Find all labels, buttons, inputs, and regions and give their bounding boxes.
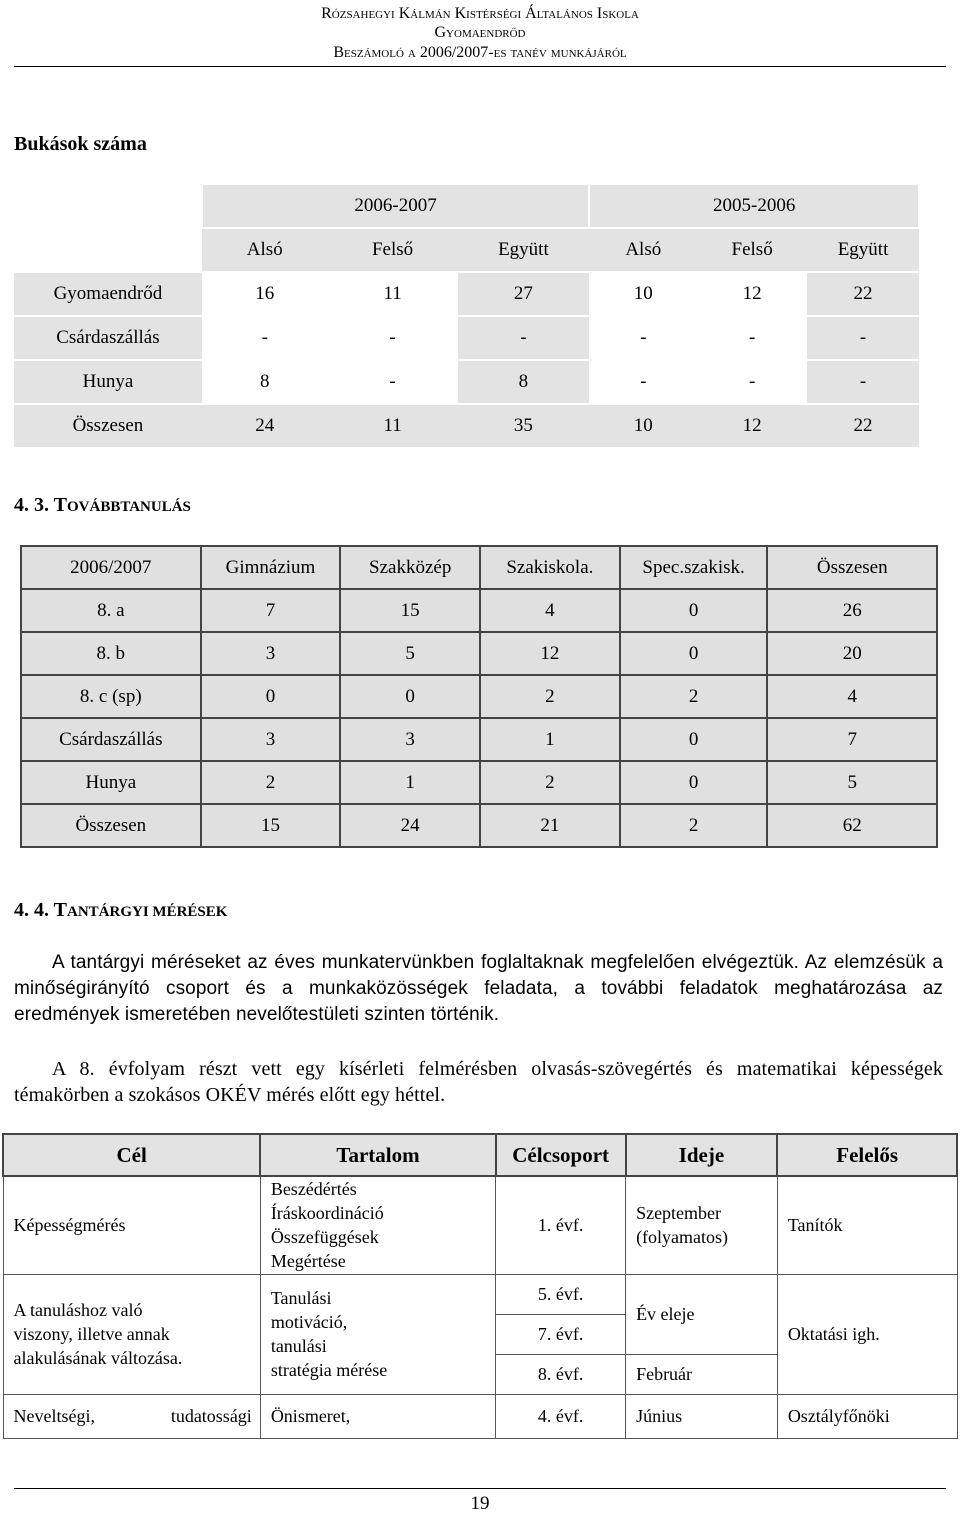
bukasok-cell: - (328, 316, 458, 360)
table-row (21, 761, 937, 804)
tovabbtanulas-cell: 2 (480, 761, 620, 804)
bukasok-subheader: Alsó (202, 228, 328, 272)
meres-cel-line: alakulásának változása. (13, 1348, 183, 1368)
header-report-title: Beszámoló a 2006/2007-es tanév munkájáról (333, 44, 627, 61)
bukasok-subheader-row (14, 228, 919, 272)
meres-tartalom-line: stratégia mérése (270, 1360, 388, 1380)
section-title-rest: ANTÁRGYI MÉRÉSEK (66, 904, 228, 920)
tovabbtanulas-cell: 3 (201, 718, 341, 761)
bukasok-subheader: Együtt (458, 228, 590, 272)
table-row (21, 632, 937, 675)
tovabbtanulas-cell: 62 (767, 804, 937, 847)
bukasok-cell: - (328, 360, 458, 404)
bukasok-cell: 27 (458, 272, 590, 316)
tovabbtanulas-cell: 2 (201, 761, 341, 804)
tovabbtanulas-cell: 15 (201, 804, 341, 847)
meres-tartalom-line: Beszédértés (270, 1179, 357, 1200)
tovabbtanulas-cell: 2 (620, 675, 768, 718)
header-town: Gyomaendrőd (434, 24, 526, 41)
tovabbtanulas-cell: 5 (340, 632, 480, 675)
meres-celcsoport: 1. évf. (496, 1176, 626, 1274)
bukasok-row-label: Összesen (14, 404, 202, 448)
bukasok-subheader: Alsó (589, 228, 697, 272)
tovabbtanulas-cell: 0 (201, 675, 341, 718)
meres-terv-header: Felelős (777, 1134, 957, 1176)
table-row (21, 804, 937, 847)
meres-terv-header: Célcsoport (496, 1134, 626, 1176)
tovabbtanulas-header: Gimnázium (201, 546, 341, 589)
tovabbtanulas-cell: 4 (767, 675, 937, 718)
section-number: 4. 3. (14, 494, 49, 516)
meres-tartalom-line: Összefüggések (270, 1227, 379, 1248)
section-title-initial: T (53, 494, 67, 516)
meres-tartalom-line: Íráskoordináció (270, 1203, 384, 1224)
bukasok-subheader: Együtt (807, 228, 919, 272)
tovabbtanulas-cell: 0 (620, 632, 768, 675)
bukasok-cell: 12 (697, 272, 807, 316)
bukasok-cell: 11 (328, 404, 458, 448)
tovabbtanulas-header: Összesen (767, 546, 937, 589)
bukasok-cell: - (807, 360, 919, 404)
table-row (21, 589, 937, 632)
table-row (14, 272, 919, 316)
tovabbtanulas-header: Szakközép (340, 546, 480, 589)
meres-ideje (626, 1176, 778, 1274)
tovabbtanulas-cell: 26 (767, 589, 937, 632)
meres-terv-header: Cél (3, 1134, 260, 1176)
table-row (14, 360, 919, 404)
meres-cel-line: A tanuláshoz való (13, 1300, 143, 1320)
tovabbtanulas-cell: 15 (340, 589, 480, 632)
tovabbtanulas-table (20, 545, 938, 848)
meres-tartalom (260, 1274, 495, 1394)
meres-tartalom-line: motiváció, (270, 1312, 348, 1332)
meres-ideje-line: Szeptember (636, 1203, 722, 1224)
tovabbtanulas-cell: 1 (340, 761, 480, 804)
tovabbtanulas-cell: 24 (340, 804, 480, 847)
meres-felelos: Oktatási igh. (777, 1274, 957, 1394)
page-number: 19 (470, 1493, 490, 1514)
section-title-rest: OVÁBBTANULÁS (66, 499, 191, 515)
bukasok-cell: 16 (202, 272, 328, 316)
meres-cel (3, 1274, 260, 1394)
bukasok-cell: - (202, 316, 328, 360)
bukasok-cell: - (589, 360, 697, 404)
meresek-heading (14, 899, 227, 922)
meres-tartalom-line: Megértése (270, 1251, 346, 1272)
tovabbtanulas-cell: 5 (767, 761, 937, 804)
tovabbtanulas-cell: 20 (767, 632, 937, 675)
table-row (14, 316, 919, 360)
meresek-paragraph-2: A 8. évfolyam részt vett egy kísérleti felmérésben olvasás-szövegértés és matematikai képességek témakörben a szokásos OKÉV mérés előtt egy héttel. (14, 1058, 943, 1106)
meres-cel (3, 1394, 260, 1438)
tovabbtanulas-cell: 0 (620, 718, 768, 761)
running-header-report (0, 43, 960, 63)
meres-ideje-line: (folyamatos) (636, 1227, 729, 1248)
meres-terv-header: Ideje (626, 1134, 778, 1176)
bukasok-cell: 24 (202, 404, 328, 448)
meres-cel-word: Neveltségi, (13, 1405, 95, 1426)
running-header-school (0, 4, 960, 24)
meres-terv-header: Tartalom (260, 1134, 495, 1176)
bukasok-row-label: Csárdaszállás (14, 316, 202, 360)
tovabbtanulas-cell: 2 (480, 675, 620, 718)
tovabbtanulas-header: 2006/2007 (21, 546, 201, 589)
table-row (21, 675, 937, 718)
bukasok-cell: 35 (458, 404, 590, 448)
tovabbtanulas-cell: 12 (480, 632, 620, 675)
bukasok-corner (14, 184, 202, 228)
bukasok-title: Bukások száma (14, 133, 147, 155)
bukasok-subheader: Felső (328, 228, 458, 272)
meres-felelos: Tanítók (777, 1176, 957, 1274)
tovabbtanulas-header: Szakiskola. (480, 546, 620, 589)
tovabbtanulas-cell: 2 (620, 804, 768, 847)
meres-tartalom: Önismeret, (260, 1394, 495, 1438)
tovabbtanulas-row-label: Összesen (21, 804, 201, 847)
tovabbtanulas-cell: 3 (340, 718, 480, 761)
tovabbtanulas-row-label: Csárdaszállás (21, 718, 201, 761)
meres-ideje: Június (626, 1394, 778, 1438)
tovabbtanulas-cell: 0 (620, 761, 768, 804)
tovabbtanulas-cell: 1 (480, 718, 620, 761)
tovabbtanulas-heading (14, 494, 191, 517)
meres-tartalom (260, 1176, 495, 1274)
bukasok-corner (14, 228, 202, 272)
bukasok-cell: - (697, 316, 807, 360)
bukasok-year: 2006-2007 (202, 184, 590, 228)
header-rule (14, 66, 946, 67)
meres-celcsoport: 4. évf. (496, 1394, 626, 1438)
bukasok-cell: - (807, 316, 919, 360)
section-title-initial: T (53, 899, 67, 921)
bukasok-cell: 8 (458, 360, 590, 404)
bukasok-cell: 10 (589, 272, 697, 316)
meres-terv-header-row (3, 1134, 957, 1176)
meres-cel-line: viszony, illetve annak (13, 1324, 170, 1344)
meres-felelos: Osztályfőnöki (777, 1394, 957, 1438)
bukasok-row-label: Gyomaendrőd (14, 272, 202, 316)
table-row (14, 404, 919, 448)
meres-ideje: Év eleje (626, 1274, 778, 1354)
tovabbtanulas-row-label: 8. a (21, 589, 201, 632)
footer-rule (14, 1488, 946, 1489)
bukasok-cell: 10 (589, 404, 697, 448)
tovabbtanulas-row-label: 8. c (sp) (21, 675, 201, 718)
bukasok-year: 2005-2006 (589, 184, 919, 228)
header-school-name: Rózsahegyi Kálmán Kistérségi Általános Iskola (321, 5, 639, 22)
bukasok-cell: 12 (697, 404, 807, 448)
tovabbtanulas-cell: 7 (767, 718, 937, 761)
tovabbtanulas-cell: 7 (201, 589, 341, 632)
bukasok-cell: - (589, 316, 697, 360)
meres-ideje: Február (626, 1354, 778, 1394)
table-row (3, 1274, 957, 1314)
table-row (3, 1394, 957, 1438)
section-number: 4. 4. (14, 899, 49, 921)
meres-celcsoport: 5. évf. (496, 1274, 626, 1314)
meres-cel: Képességmérés (3, 1176, 260, 1274)
tovabbtanulas-row-label: Hunya (21, 761, 201, 804)
bukasok-cell: 22 (807, 404, 919, 448)
bukasok-subheader: Felső (697, 228, 807, 272)
table-row (21, 718, 937, 761)
meresek-paragraph-1: A tantárgyi méréseket az éves munkatervünkben foglaltaknak megfelelően elvégeztük. Az elemzésük a minőségirányító csoport és a munkaközösségek feladata, a további feladatok meghatározása az eredmények ismeretében nevelőtestületi szinten történik. (14, 952, 943, 1025)
meres-terv-table (2, 1133, 958, 1439)
bukasok-cell: 11 (328, 272, 458, 316)
tovabbtanulas-header-row (21, 546, 937, 589)
bukasok-cell: 22 (807, 272, 919, 316)
table-row (3, 1176, 957, 1274)
tovabbtanulas-cell: 0 (340, 675, 480, 718)
meres-tartalom-line: Tanulási (270, 1288, 332, 1308)
tovabbtanulas-cell: 4 (480, 589, 620, 632)
tovabbtanulas-cell: 21 (480, 804, 620, 847)
bukasok-cell: - (458, 316, 590, 360)
bukasok-cell: 8 (202, 360, 328, 404)
tovabbtanulas-cell: 0 (620, 589, 768, 632)
tovabbtanulas-row-label: 8. b (21, 632, 201, 675)
bukasok-table (14, 183, 920, 449)
bukasok-row-label: Hunya (14, 360, 202, 404)
meres-tartalom-line: tanulási (270, 1336, 327, 1356)
tovabbtanulas-cell: 3 (201, 632, 341, 675)
running-header-town (0, 23, 960, 43)
meres-celcsoport: 7. évf. (496, 1314, 626, 1354)
bukasok-cell: - (697, 360, 807, 404)
meres-cel-word: tudatossági (170, 1405, 252, 1426)
tovabbtanulas-header: Spec.szakisk. (620, 546, 768, 589)
meres-celcsoport: 8. évf. (496, 1354, 626, 1394)
bukasok-year-row (14, 184, 919, 228)
